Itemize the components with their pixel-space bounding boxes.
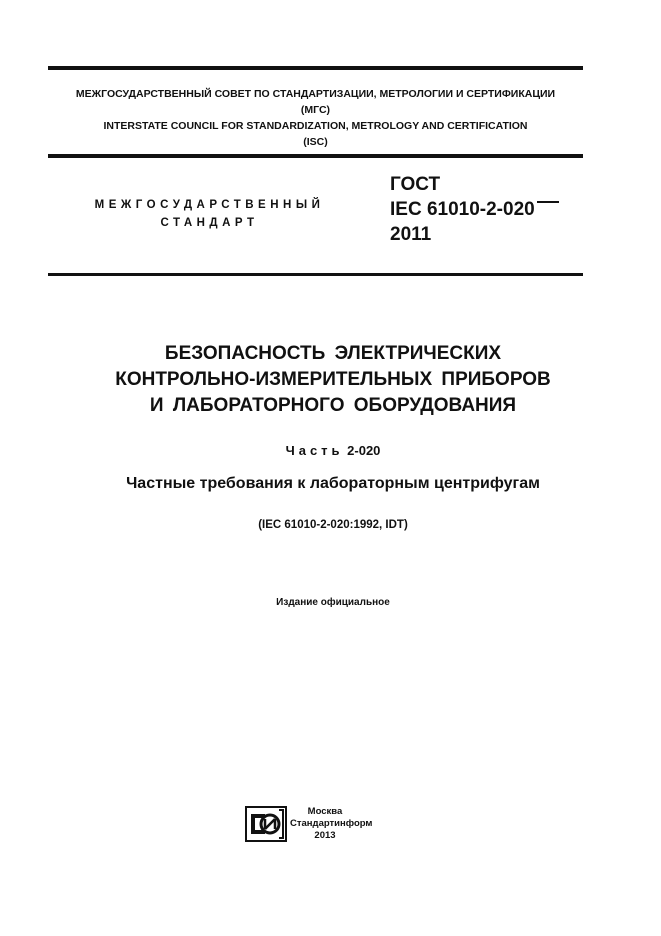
edition-note: Издание официальное [276, 597, 390, 608]
publisher-block [290, 806, 373, 842]
publisher-name: Стандартинформ [290, 818, 373, 829]
title-line1: БЕЗОПАСНОСТЬ ЭЛЕКТРИЧЕСКИХ [164, 343, 502, 364]
iec-reference: (IEC 61010-2-020:1992, IDT) [258, 519, 408, 531]
standard-kind [62, 196, 357, 232]
standard-kind-line2: СТАНДАРТ [160, 217, 259, 229]
designation-bottom-rule [48, 273, 583, 276]
council-header [48, 86, 583, 150]
part-value: 2-020 [347, 443, 381, 458]
council-abbr-en: (ISC) [303, 136, 328, 148]
standartinform-logo-icon [245, 806, 287, 842]
council-abbr-ru: (МГС) [300, 104, 331, 116]
document-subtitle: Частные требования к лабораторным центрифугам [126, 475, 540, 492]
designation-line2: IEC 61010-2-020 [390, 199, 535, 220]
part-label: Часть [285, 443, 344, 458]
title-line2: КОНТРОЛЬНО-ИЗМЕРИТЕЛЬНЫХ ПРИБОРОВ [115, 369, 551, 390]
top-rule [48, 66, 583, 70]
council-name-en: INTERSTATE COUNCIL FOR STANDARDIZATION, METROLOGY AND CERTIFICATION [103, 120, 528, 132]
publisher-city: Москва [307, 806, 343, 817]
designation-dash [537, 201, 559, 203]
standard-designation [390, 172, 559, 247]
council-name-ru: МЕЖГОСУДАРСТВЕННЫЙ СОВЕТ ПО СТАНДАРТИЗАЦИИ, МЕТРОЛОГИИ И СЕРТИФИКАЦИИ [75, 88, 556, 100]
document-title [48, 341, 618, 419]
title-line3: И ЛАБОРАТОРНОГО ОБОРУДОВАНИЯ [149, 395, 517, 416]
publisher-year: 2013 [314, 830, 336, 841]
designation-line1: ГОСТ [390, 174, 441, 195]
part-number [48, 443, 618, 458]
standard-kind-line1: МЕЖГОСУДАРСТВЕННЫЙ [94, 199, 325, 211]
designation-line3: 2011 [390, 224, 432, 245]
council-bottom-rule [48, 154, 583, 158]
